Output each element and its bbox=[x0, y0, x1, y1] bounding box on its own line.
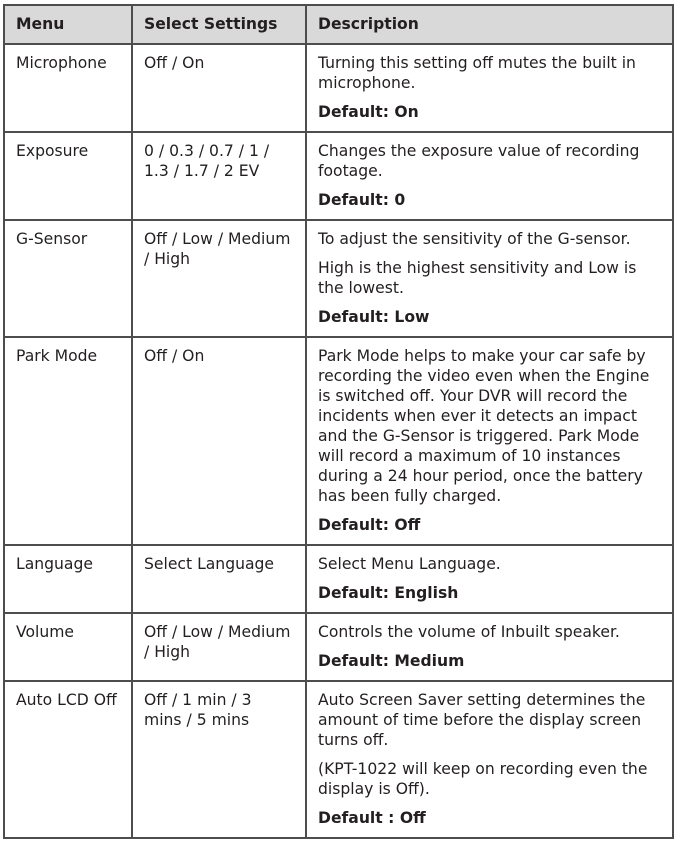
table-header bbox=[4, 5, 673, 44]
description-text: Select Menu Language. bbox=[318, 555, 501, 573]
description-text: Park Mode helps to make your car safe by recording the video even when the Engine is switched off. Your DVR will record the incidents when ever it detects an impact and the G-Sensor is triggered. Park Mode will record a maximum of 10 instances during a 24 hour period, once the battery has been fully charged. bbox=[318, 347, 650, 505]
menu-cell: Exposure bbox=[4, 132, 132, 220]
description-text: Auto Screen Saver setting determines the amount of time before the display screen turns off. bbox=[318, 691, 646, 749]
description-cell bbox=[306, 337, 673, 545]
header-row bbox=[4, 5, 673, 44]
table-row bbox=[4, 613, 673, 681]
description-cell bbox=[306, 220, 673, 337]
table-row bbox=[4, 220, 673, 337]
select-settings-cell: Off / Low / Medium / High bbox=[132, 220, 306, 337]
description-text: Changes the exposure value of recording footage. bbox=[318, 142, 640, 180]
default-value: Default : Off bbox=[318, 809, 426, 827]
select-settings-cell: Off / 1 min / 3 mins / 5 mins bbox=[132, 681, 306, 838]
select-settings-cell: Off / Low / Medium / High bbox=[132, 613, 306, 681]
menu-cell: Auto LCD Off bbox=[4, 681, 132, 838]
description-cell bbox=[306, 681, 673, 838]
default-value: Default: Off bbox=[318, 516, 421, 534]
menu-cell: Park Mode bbox=[4, 337, 132, 545]
table-row bbox=[4, 681, 673, 838]
default-value: Default: Medium bbox=[318, 652, 465, 670]
select-settings-cell: Off / On bbox=[132, 337, 306, 545]
header-description: Description bbox=[306, 5, 673, 44]
menu-cell: Volume bbox=[4, 613, 132, 681]
description-cell bbox=[306, 44, 673, 132]
default-value: Default: 0 bbox=[318, 191, 406, 209]
settings-table bbox=[3, 4, 674, 839]
description-cell bbox=[306, 613, 673, 681]
table-row bbox=[4, 545, 673, 613]
select-settings-cell: Select Language bbox=[132, 545, 306, 613]
header-menu: Menu bbox=[4, 5, 132, 44]
header-select-settings: Select Settings bbox=[132, 5, 306, 44]
description-text: To adjust the sensitivity of the G-sensor. bbox=[318, 230, 631, 248]
table-body bbox=[4, 44, 673, 838]
menu-cell: Microphone bbox=[4, 44, 132, 132]
description-text: Controls the volume of Inbuilt speaker. bbox=[318, 623, 620, 641]
menu-cell: Language bbox=[4, 545, 132, 613]
menu-cell: G-Sensor bbox=[4, 220, 132, 337]
description-text: High is the highest sensitivity and Low is the lowest. bbox=[318, 259, 637, 297]
description-cell bbox=[306, 545, 673, 613]
default-value: Default: On bbox=[318, 103, 419, 121]
default-value: Default: Low bbox=[318, 308, 430, 326]
select-settings-cell: 0 / 0.3 / 0.7 / 1 / 1.3 / 1.7 / 2 EV bbox=[132, 132, 306, 220]
table-row bbox=[4, 132, 673, 220]
description-cell bbox=[306, 132, 673, 220]
table-row bbox=[4, 337, 673, 545]
select-settings-cell: Off / On bbox=[132, 44, 306, 132]
default-value: Default: English bbox=[318, 584, 459, 602]
description-text: Turning this setting off mutes the built in microphone. bbox=[318, 54, 636, 92]
table-row bbox=[4, 44, 673, 132]
description-text: (KPT-1022 will keep on recording even the display is Off). bbox=[318, 760, 648, 798]
